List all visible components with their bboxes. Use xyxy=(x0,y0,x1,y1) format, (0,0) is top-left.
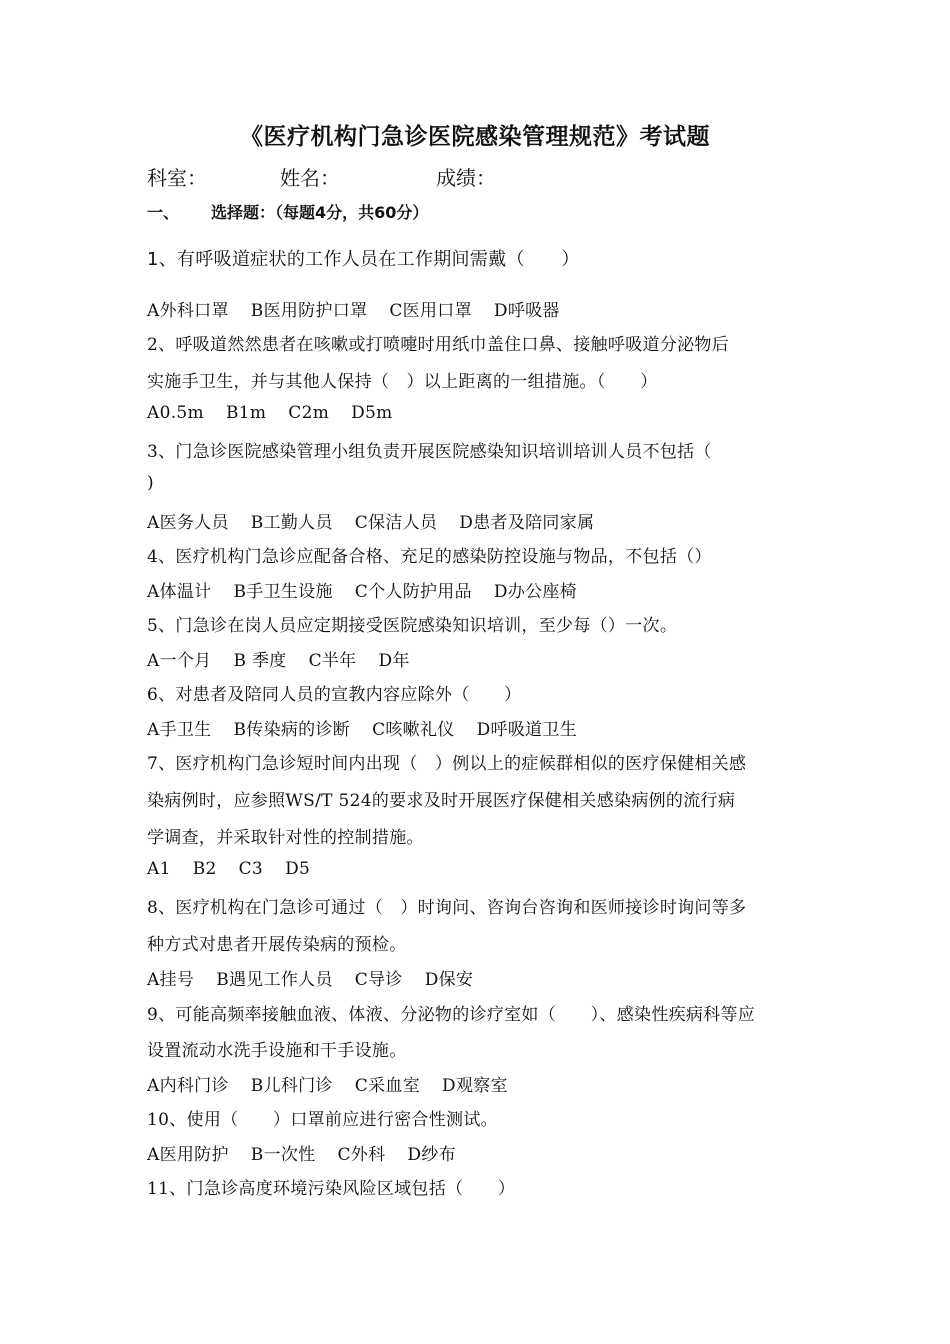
option: C个人防护用品 xyxy=(354,582,472,602)
option: D观察室 xyxy=(442,1076,508,1096)
option: B1m xyxy=(225,403,267,423)
question-10-options xyxy=(147,1140,478,1165)
question-3: 3、门急诊医院感染管理小组负责开展医院感染知识培训培训人员不包括（ xyxy=(147,442,712,462)
question-4: 4、医疗机构门急诊应配备合格、充足的感染防控设施与物品，不包括（） xyxy=(147,547,712,567)
page-title: 《医疗机构门急诊医院感染管理规范》考试题 xyxy=(240,124,710,150)
question-1: 1、有呼吸道症状的工作人员在工作期间需戴（ ） xyxy=(147,249,580,270)
section-label: 选择题：（每题4分，共60分） xyxy=(211,203,429,222)
question-4-options xyxy=(147,577,599,602)
section-heading xyxy=(147,200,428,223)
option: A挂号 xyxy=(147,970,195,990)
question-5-options xyxy=(147,646,432,671)
option: A一个月 xyxy=(147,651,212,671)
question-2: 2、呼吸道然然患者在咳嗽或打喷嚏时用纸巾盖住口鼻、接触呼吸道分泌物后 xyxy=(147,335,730,355)
score-label: 成绩： xyxy=(436,166,496,190)
name-label: 姓名： xyxy=(280,166,340,190)
question-6-options xyxy=(147,715,599,740)
question-7-cont: 学调查，并采取针对性的控制措施。 xyxy=(147,828,424,848)
option: C保洁人员 xyxy=(354,513,438,533)
question-6: 6、对患者及陪同人员的宣教内容应除外（ ） xyxy=(147,685,522,705)
option: C半年 xyxy=(308,651,357,671)
option: B2 xyxy=(192,859,217,879)
question-1-options xyxy=(147,296,582,321)
option: A医务人员 xyxy=(147,513,229,533)
option: A医用防护 xyxy=(147,1145,229,1165)
question-7-cont: 染病例时，应参照WS/T 524的要求及时开展医疗保健相关感染病例的流行病 xyxy=(147,791,736,811)
question-9-cont: 设置流动水洗手设施和干手设施。 xyxy=(147,1041,407,1061)
question-3-options xyxy=(147,508,616,533)
option: D保安 xyxy=(424,970,474,990)
option: A手卫生 xyxy=(147,720,212,740)
option: C3 xyxy=(238,859,264,879)
question-7: 7、医疗机构门急诊短时间内出现（ ）例以上的症候群相似的医疗保健相关感 xyxy=(147,754,747,774)
option: B遇见工作人员 xyxy=(216,970,333,990)
option: A1 xyxy=(147,859,171,879)
option: A外科口罩 xyxy=(147,301,229,321)
option: D患者及陪同家属 xyxy=(459,513,595,533)
option: D办公座椅 xyxy=(493,582,578,602)
option: B 季度 xyxy=(233,651,287,671)
option: C导诊 xyxy=(354,970,403,990)
option: D纱布 xyxy=(407,1145,456,1165)
question-8-options xyxy=(147,965,495,990)
option: D呼吸器 xyxy=(493,301,560,321)
option: D年 xyxy=(378,651,410,671)
option: D5 xyxy=(285,859,311,879)
option: C咳嗽礼仪 xyxy=(372,720,455,740)
option: C外科 xyxy=(337,1145,386,1165)
question-9-options xyxy=(147,1071,530,1096)
option: B一次性 xyxy=(250,1145,316,1165)
question-5: 5、门急诊在岗人员应定期接受医院感染知识培训，至少每（）一次。 xyxy=(147,616,678,636)
question-2-cont: 实施手卫生，并与其他人保持（ ）以上距离的一组措施。（ ） xyxy=(147,372,658,392)
option: A内科门诊 xyxy=(147,1076,229,1096)
option: B儿科门诊 xyxy=(250,1076,333,1096)
option: B手卫生设施 xyxy=(233,582,333,602)
option: C医用口罩 xyxy=(389,301,472,321)
question-9: 9、可能高频率接触血液、体液、分泌物的诊疗室如（ ）、感染性疾病科等应 xyxy=(147,1005,756,1025)
question-11: 11、门急诊高度环境污染风险区域包括（ ） xyxy=(147,1179,516,1199)
option: A体温计 xyxy=(147,582,212,602)
question-3-cont: ) xyxy=(147,473,154,493)
option: A0.5m xyxy=(147,403,204,423)
question-7-options xyxy=(147,859,332,879)
section-number: 一、 xyxy=(147,203,180,222)
question-10: 10、使用（ ）口罩前应进行密合性测试。 xyxy=(147,1110,498,1130)
question-2-options xyxy=(147,403,415,423)
option: D呼吸道卫生 xyxy=(476,720,578,740)
option: C2m xyxy=(288,403,330,423)
option: B工勤人员 xyxy=(250,513,333,533)
department-label: 科室： xyxy=(147,166,207,190)
option: B传染病的诊断 xyxy=(233,720,351,740)
option: D5m xyxy=(351,403,393,423)
question-8: 8、医疗机构在门急诊可通过（ ）时询问、咨询台咨询和医师接诊时询问等多 xyxy=(147,898,747,918)
option: B医用防护口罩 xyxy=(250,301,368,321)
question-8-cont: 种方式对患者开展传染病的预检。 xyxy=(147,935,407,955)
option: C采血室 xyxy=(354,1076,420,1096)
